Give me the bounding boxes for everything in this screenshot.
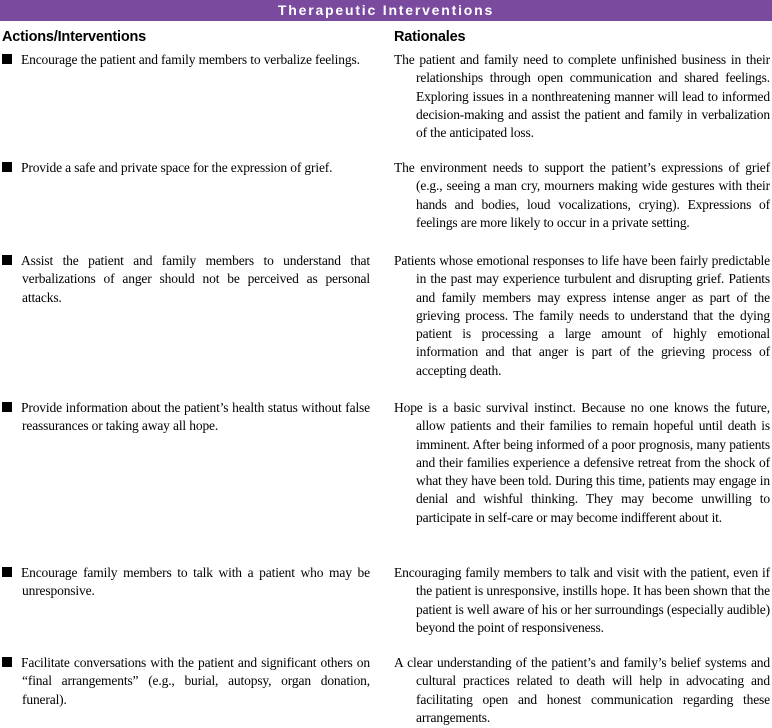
- rationales-column-header: Rationales: [394, 29, 466, 45]
- table-row: [2, 399, 770, 564]
- action-cell: [2, 654, 394, 709]
- rationale-text: Patients whose emotional responses to life have been fairly predictable in the past may experience turbulent and disrupting grief. Patients and family members may express intense anger as part of the grieving process. The family needs to understand that the dying patient is processing a large amount of highly emotional information and that anger is part of the grieving process of accepting death.: [394, 253, 770, 378]
- table-row: [2, 252, 770, 399]
- action-text: Encourage family members to talk with a patient who may be unresponsive.: [21, 565, 370, 599]
- action-cell: [2, 399, 394, 436]
- action-paragraph: [2, 252, 370, 307]
- square-bullet-icon: [2, 162, 12, 172]
- rationale-text: Hope is a basic survival instinct. Because no one knows the future, allow patients and their families to remain hopeful until death is imminent. After being informed of a poor prognosis, many patients and their families experience a defensive retreat from the shock of what they have been told. During this time, patients may engage in denial and wishful thinking. They may become unwilling to participate in self-care or may become indifferent about it.: [394, 400, 770, 525]
- rationale-cell: [394, 654, 770, 727]
- action-text: Provide information about the patient’s health status without false reassurances or taking away all hope.: [21, 400, 370, 434]
- table-row: [2, 654, 770, 727]
- actions-column-header: Actions/Interventions: [2, 29, 147, 45]
- action-paragraph: [2, 51, 370, 69]
- rationale-text: The patient and family need to complete unfinished business in their relationships through open communication and shared feelings. Exploring issues in a nonthreatening manner will lead to informed decision-making and assist the patient and family in verbalization of the anticipated loss.: [394, 52, 770, 141]
- square-bullet-icon: [2, 402, 12, 412]
- table-row: [2, 51, 770, 159]
- action-cell: [2, 252, 394, 307]
- action-cell: [2, 159, 394, 177]
- square-bullet-icon: [2, 567, 12, 577]
- rationale-cell: [394, 51, 770, 142]
- table-row: [2, 159, 770, 252]
- action-text: Provide a safe and private space for the expression of grief.: [21, 160, 333, 175]
- rationale-cell: [394, 399, 770, 527]
- rationale-cell: [394, 159, 770, 232]
- table-row: [2, 564, 770, 654]
- action-paragraph: [2, 159, 370, 177]
- section-title-bar: [0, 0, 772, 21]
- square-bullet-icon: [2, 54, 12, 64]
- rationale-text: The environment needs to support the patient’s expressions of grief (e.g., seeing a man cry, mourners making wide gestures with their hands and bodies, loud vocalizations, crying). Expressions of feelings are more likely to occur in a private setting.: [394, 160, 770, 230]
- action-text: Assist the patient and family members to understand that verbalizations of anger should not be perceived as personal attacks.: [21, 253, 370, 305]
- square-bullet-icon: [2, 255, 12, 265]
- action-cell: [2, 51, 394, 69]
- action-paragraph: [2, 564, 370, 601]
- action-paragraph: [2, 654, 370, 709]
- section-title: Therapeutic Interventions: [277, 2, 495, 18]
- square-bullet-icon: [2, 657, 12, 667]
- rationale-cell: [394, 252, 770, 380]
- action-paragraph: [2, 399, 370, 436]
- action-text: Encourage the patient and family members to verbalize feelings.: [21, 52, 360, 67]
- rationale-cell: [394, 564, 770, 637]
- rationale-text: Encouraging family members to talk and visit with the patient, even if the patient is unresponsive, instills hope. It has been shown that the patient is well aware of his or her surroundings (especially audible) beyond the point of responsiveness.: [394, 565, 770, 635]
- column-headers: [0, 21, 772, 50]
- action-text: Facilitate conversations with the patient and significant others on “final arrangements” (e.g., burial, autopsy, organ donation, funeral).: [21, 655, 370, 707]
- interventions-table: [0, 50, 772, 727]
- rationale-text: A clear understanding of the patient’s and family’s belief systems and cultural practices related to death will help in advocating and facilitating open and honest communication regarding these arrangements.: [394, 655, 770, 725]
- action-cell: [2, 564, 394, 601]
